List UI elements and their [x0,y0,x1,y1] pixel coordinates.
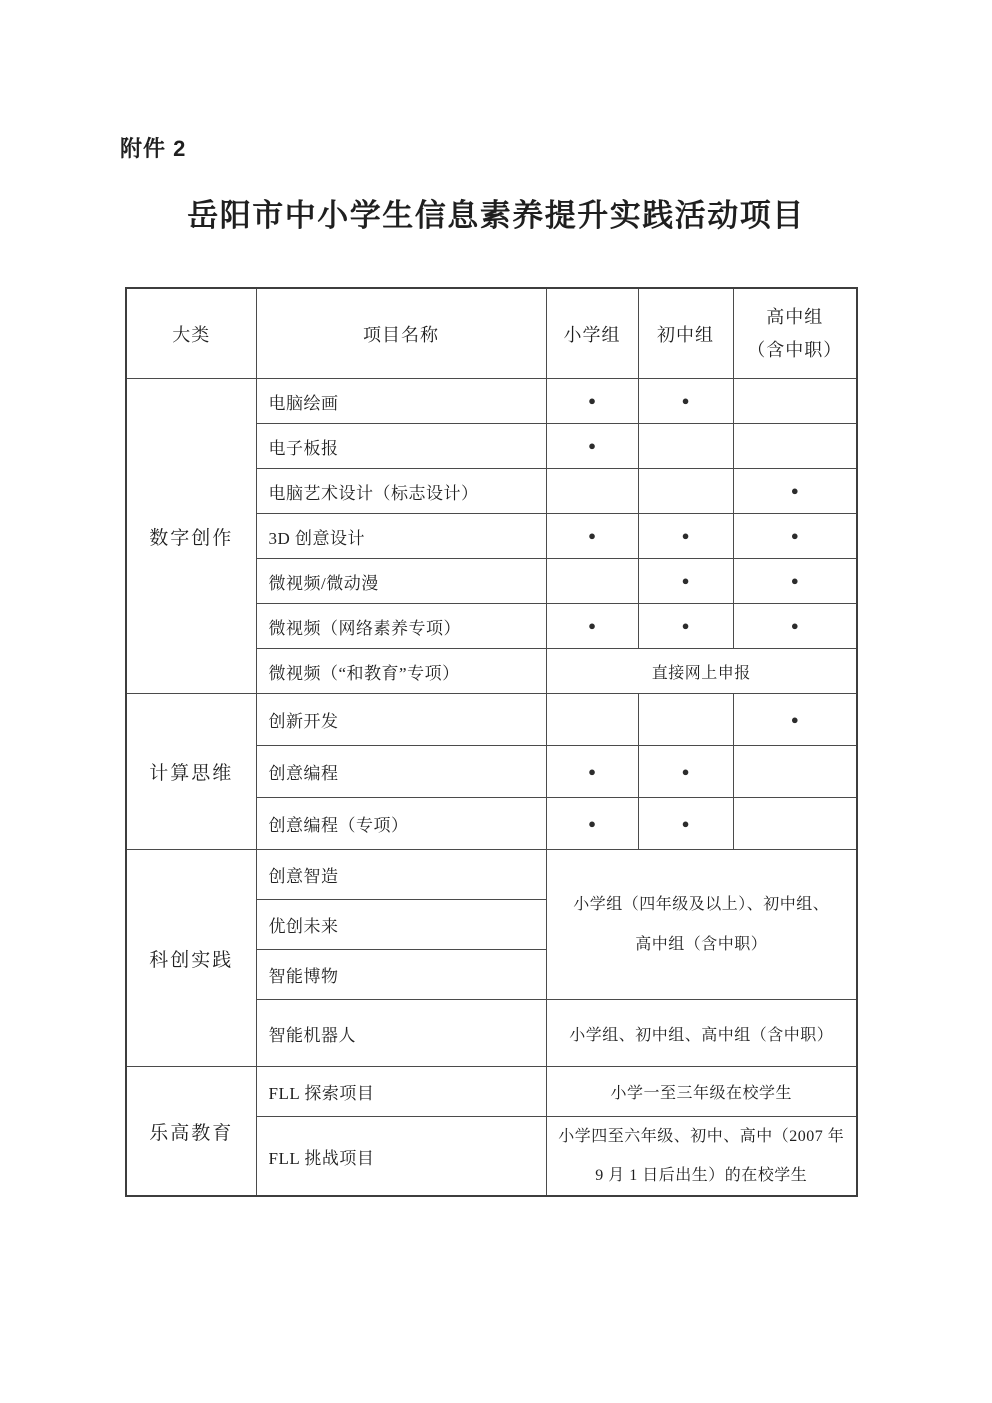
dot-cell-junior: ● [638,379,733,424]
projects-table [125,287,858,1197]
table-row [126,694,857,746]
dot-cell-primary: ● [546,424,638,469]
project-name-cell: 优创未来 [256,900,546,950]
senior-group-line1: 高中组 [766,307,824,328]
table-header-row [126,288,857,379]
dot-cell-primary: ● [546,798,638,850]
header-cell-project-name: 项目名称 [256,288,546,379]
page-title: 岳阳市中小学生信息素养提升实践活动项目 [187,198,805,233]
project-name-cell: 智能博物 [256,950,546,1000]
header-cell-senior-group [733,288,857,379]
project-name-cell: 智能机器人 [256,1000,546,1067]
project-name-cell: 微视频（“和教育”专项） [256,649,546,694]
project-name-cell: 创意智造 [256,850,546,900]
dot-cell-senior [733,798,857,850]
dot-cell-primary: ● [546,604,638,649]
dot-cell-senior: ● [733,514,857,559]
dot-cell-junior: ● [638,514,733,559]
dot-cell-junior [638,424,733,469]
project-name-cell: 电脑艺术设计（标志设计） [256,469,546,514]
header-cell-category: 大类 [126,288,256,379]
project-name-cell: 微视频（网络素养专项） [256,604,546,649]
project-name-cell: FLL 探索项目 [256,1067,546,1117]
note-line1: 小学组（四年级及以上）、初中组、 [573,896,830,914]
dot-cell-primary: ● [546,379,638,424]
merged-note-cell: 小学组、初中组、高中组（含中职） [546,1000,857,1067]
note-line2: 高中组（含中职） [635,935,768,953]
dot-cell-senior: ● [733,694,857,746]
dot-cell-junior: ● [638,559,733,604]
category-cell-sci-innovation-practice: 科创实践 [126,850,256,1067]
dot-cell-primary: ● [546,514,638,559]
senior-group-line2: （含中职） [747,339,843,360]
dot-cell-senior: ● [733,604,857,649]
merged-note-cell: 直接网上申报 [546,649,857,694]
note-line1: 小学四至六年级、初中、高中（2007 年 [558,1128,845,1145]
category-cell-computational-thinking: 计算思维 [126,694,256,850]
note-line2: 9 月 1 日后出生）的在校学生 [595,1167,808,1185]
project-name-cell: 创意编程（专项） [256,798,546,850]
project-name-cell: 微视频/微动漫 [256,559,546,604]
table-row [126,379,857,424]
dot-cell-junior [638,469,733,514]
project-name-cell: 创意编程 [256,746,546,798]
table-row [126,1067,857,1117]
dot-cell-junior [638,694,733,746]
project-name-cell: 创新开发 [256,694,546,746]
merged-note-cell [546,850,857,1000]
project-name-cell: 3D 创意设计 [256,514,546,559]
dot-cell-senior: ● [733,469,857,514]
dot-cell-senior [733,379,857,424]
project-name-cell: 电子板报 [256,424,546,469]
dot-cell-junior: ● [638,604,733,649]
table-row [126,850,857,900]
dot-cell-primary [546,469,638,514]
dot-cell-primary [546,559,638,604]
attachment-label: 附件 2 [120,136,187,161]
header-cell-primary-group: 小学组 [546,288,638,379]
category-cell-lego-education: 乐高教育 [126,1067,256,1197]
dot-cell-senior [733,746,857,798]
dot-cell-primary [546,694,638,746]
dot-cell-junior: ● [638,798,733,850]
project-name-cell: FLL 挑战项目 [256,1117,546,1197]
dot-cell-senior [733,424,857,469]
dot-cell-junior: ● [638,746,733,798]
header-cell-junior-group: 初中组 [638,288,733,379]
merged-note-cell: 小学一至三年级在校学生 [546,1067,857,1117]
category-cell-digital-creation: 数字创作 [126,379,256,694]
project-name-cell: 电脑绘画 [256,379,546,424]
merged-note-cell [546,1117,857,1197]
dot-cell-senior: ● [733,559,857,604]
dot-cell-primary: ● [546,746,638,798]
